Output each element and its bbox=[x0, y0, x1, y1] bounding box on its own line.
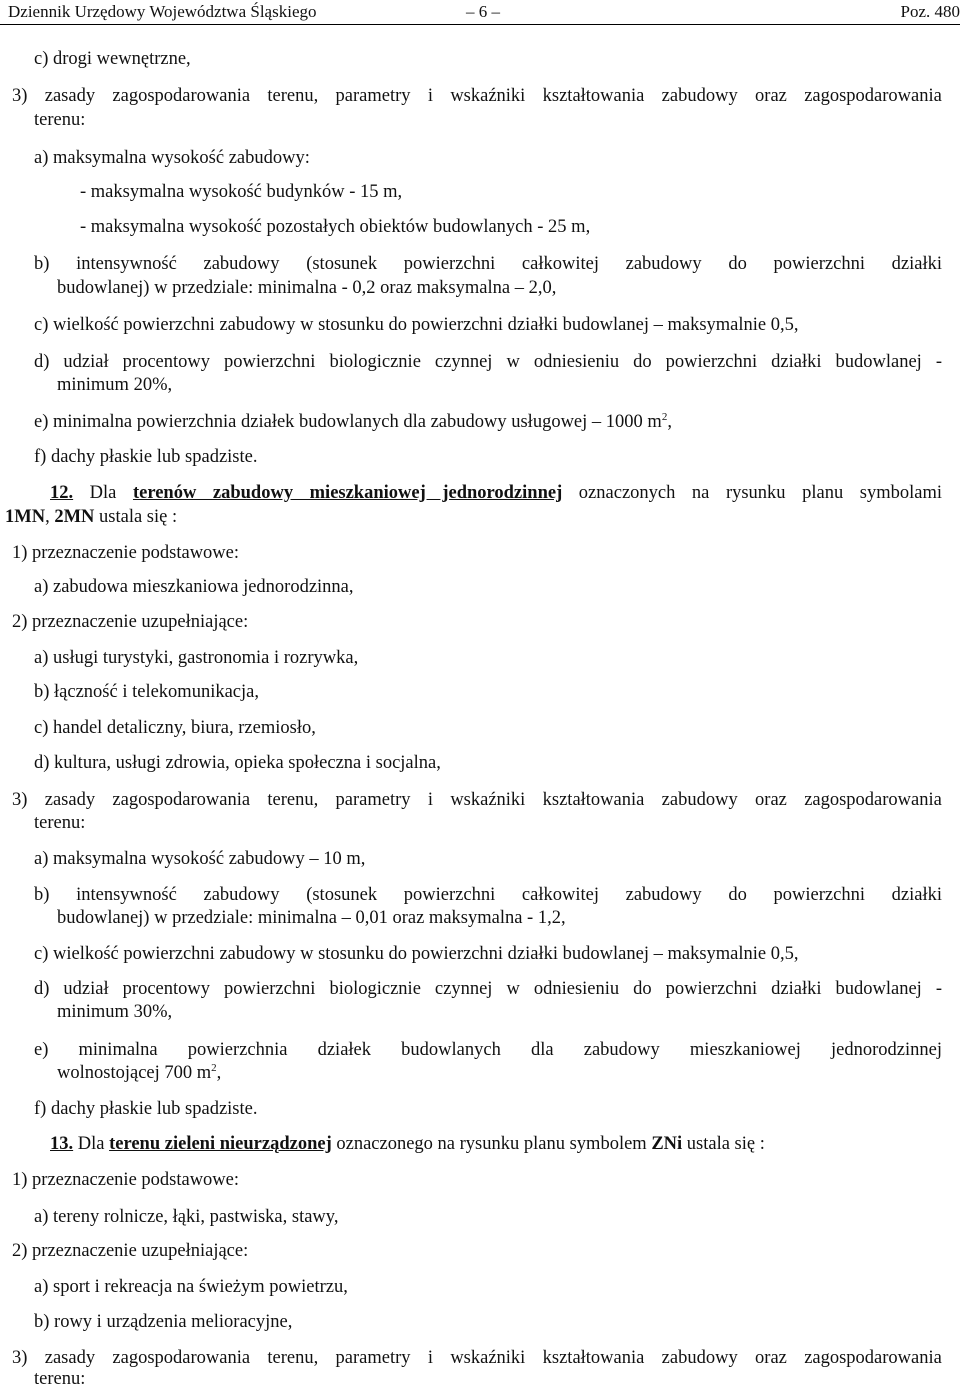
position-number: Poz. 480 bbox=[901, 2, 960, 22]
list-item: budowlanej) w przedziale: minimalna – 0,01 oraz maksymalna - 1,2, bbox=[57, 906, 566, 930]
list-item bbox=[12, 84, 942, 108]
list-item: a) tereny rolnicze, łąki, pastwiska, stawy, bbox=[34, 1205, 338, 1229]
list-item: b) łączność i telekomunikacja, bbox=[34, 680, 259, 704]
page-number: – 6 – bbox=[466, 2, 500, 22]
list-item: - maksymalna wysokość budynków - 15 m, bbox=[80, 180, 402, 204]
zone-symbol: 1MN bbox=[5, 507, 45, 527]
word: terenu, bbox=[267, 84, 318, 108]
word: terenu, bbox=[267, 788, 318, 812]
word: i bbox=[428, 1346, 433, 1370]
list-item: 2) przeznaczenie uzupełniające: bbox=[12, 610, 248, 634]
list-item: c) drogi wewnętrzne, bbox=[34, 47, 191, 71]
list-item: a) maksymalna wysokość zabudowy – 10 m, bbox=[34, 847, 365, 871]
list-item: d) kultura, usługi zdrowia, opieka społeczna i socjalna, bbox=[34, 751, 441, 775]
list-item: b) rowy i urządzenia melioracyjne, bbox=[34, 1310, 292, 1334]
zone-name: terenu zieleni nieurządzonej bbox=[109, 1134, 332, 1154]
section-number: 12. bbox=[50, 483, 73, 503]
word: zasady bbox=[45, 1346, 95, 1370]
section-heading bbox=[50, 1132, 765, 1156]
list-item: minimum 20%, bbox=[57, 373, 172, 397]
list-item: a) sport i rekreacja na świeżym powietrzu, bbox=[34, 1275, 348, 1299]
heading-text: ustala się : bbox=[94, 507, 177, 527]
zone-symbol: ZNi bbox=[651, 1134, 682, 1154]
list-item: c) wielkość powierzchni zabudowy w stosunku do powierzchni działki budowlanej – maksymalnie 0,5, bbox=[34, 313, 798, 337]
word: kształtowania bbox=[543, 788, 645, 812]
zone-symbol: 2MN bbox=[54, 507, 94, 527]
list-item: c) wielkość powierzchni zabudowy w stosunku do powierzchni działki budowlanej – maksymalnie 0,5, bbox=[34, 942, 798, 966]
superscript: 2 bbox=[211, 1062, 217, 1074]
list-item: a) usługi turystyki, gastronomia i rozrywka, bbox=[34, 646, 358, 670]
word: wskaźniki bbox=[450, 788, 525, 812]
word: terenu, bbox=[267, 1346, 318, 1370]
list-item-text: e) minimalna powierzchnia działek budowlanych dla zabudowy usługowej – 1000 m bbox=[34, 412, 662, 432]
word: zagospodarowania bbox=[112, 1346, 250, 1370]
list-item: d) udział procentowy powierzchni biologicznie czynnej w odniesieniu do powierzchni działki budowlanej - bbox=[34, 350, 942, 374]
list-item: e) minimalna powierzchnia działek budowlanych dla zabudowy mieszkaniowej jednorodzinnej bbox=[34, 1038, 942, 1062]
word: zabudowy bbox=[662, 788, 738, 812]
list-item: terenu: bbox=[34, 811, 85, 835]
page-header bbox=[0, 0, 960, 25]
list-item: a) maksymalna wysokość zabudowy: bbox=[34, 146, 310, 170]
word: i bbox=[428, 84, 433, 108]
word: zagospodarowania bbox=[804, 788, 942, 812]
list-item-text: , bbox=[667, 412, 672, 432]
list-item: terenu: bbox=[34, 1367, 85, 1391]
heading-text: oznaczonego na rysunku planu symbolem bbox=[332, 1134, 652, 1154]
list-item: terenu: bbox=[34, 108, 85, 132]
heading-text: , bbox=[45, 507, 54, 527]
word: zagospodarowania bbox=[804, 1346, 942, 1370]
word: i bbox=[428, 788, 433, 812]
list-item: d) udział procentowy powierzchni biologicznie czynnej w odniesieniu do powierzchni działki budowlanej - bbox=[34, 977, 942, 1001]
word: zabudowy bbox=[662, 84, 738, 108]
list-item: 1) przeznaczenie podstawowe: bbox=[12, 541, 239, 565]
list-item: f) dachy płaskie lub spadziste. bbox=[34, 445, 257, 469]
list-item bbox=[34, 410, 672, 434]
list-item: - maksymalna wysokość pozostałych obiektów budowlanych - 25 m, bbox=[80, 215, 590, 239]
superscript: 2 bbox=[662, 411, 668, 423]
list-item: f) dachy płaskie lub spadziste. bbox=[34, 1097, 257, 1121]
word: zagospodarowania bbox=[804, 84, 942, 108]
heading-text: Dla bbox=[73, 1134, 109, 1154]
word: 3) bbox=[12, 788, 27, 812]
journal-title: Dziennik Urzędowy Województwa Śląskiego bbox=[8, 2, 317, 22]
list-item-text: wolnostojącej 700 m bbox=[57, 1063, 211, 1083]
list-item: b) intensywność zabudowy (stosunek powierzchni całkowitej zabudowy do powierzchni działki bbox=[34, 252, 942, 276]
word: oraz bbox=[755, 84, 787, 108]
list-item: c) handel detaliczny, biura, rzemiosło, bbox=[34, 716, 316, 740]
list-item: b) intensywność zabudowy (stosunek powierzchni całkowitej zabudowy do powierzchni działki bbox=[34, 883, 942, 907]
word: wskaźniki bbox=[450, 1346, 525, 1370]
word: kształtowania bbox=[543, 1346, 645, 1370]
word: oraz bbox=[755, 1346, 787, 1370]
heading-text: Dla bbox=[73, 483, 133, 503]
section-number: 13. bbox=[50, 1134, 73, 1154]
section-heading bbox=[5, 505, 177, 529]
word: parametry bbox=[336, 1346, 411, 1370]
word: wskaźniki bbox=[450, 84, 525, 108]
heading-text: ustala się : bbox=[682, 1134, 765, 1154]
section-heading bbox=[50, 481, 942, 505]
word: oraz bbox=[755, 788, 787, 812]
word: zagospodarowania bbox=[112, 84, 250, 108]
word: zabudowy bbox=[662, 1346, 738, 1370]
heading-text: oznaczonych na rysunku planu symbolami bbox=[562, 483, 942, 503]
zone-name: terenów zabudowy mieszkaniowej jednorodzinnej bbox=[133, 483, 562, 503]
list-item: a) zabudowa mieszkaniowa jednorodzinna, bbox=[34, 575, 354, 599]
word: 3) bbox=[12, 84, 27, 108]
list-item bbox=[12, 1346, 942, 1370]
list-item: minimum 30%, bbox=[57, 1000, 172, 1024]
word: zagospodarowania bbox=[112, 788, 250, 812]
list-item: 1) przeznaczenie podstawowe: bbox=[12, 1168, 239, 1192]
list-item: budowlanej) w przedziale: minimalna - 0,2 oraz maksymalna – 2,0, bbox=[57, 276, 556, 300]
word: zasady bbox=[45, 788, 95, 812]
list-item-text: , bbox=[217, 1063, 222, 1083]
list-item: 2) przeznaczenie uzupełniające: bbox=[12, 1239, 248, 1263]
word: 3) bbox=[12, 1346, 27, 1370]
word: kształtowania bbox=[543, 84, 645, 108]
word: parametry bbox=[336, 84, 411, 108]
word: zasady bbox=[45, 84, 95, 108]
list-item bbox=[57, 1061, 221, 1085]
list-item bbox=[12, 788, 942, 812]
word: parametry bbox=[336, 788, 411, 812]
